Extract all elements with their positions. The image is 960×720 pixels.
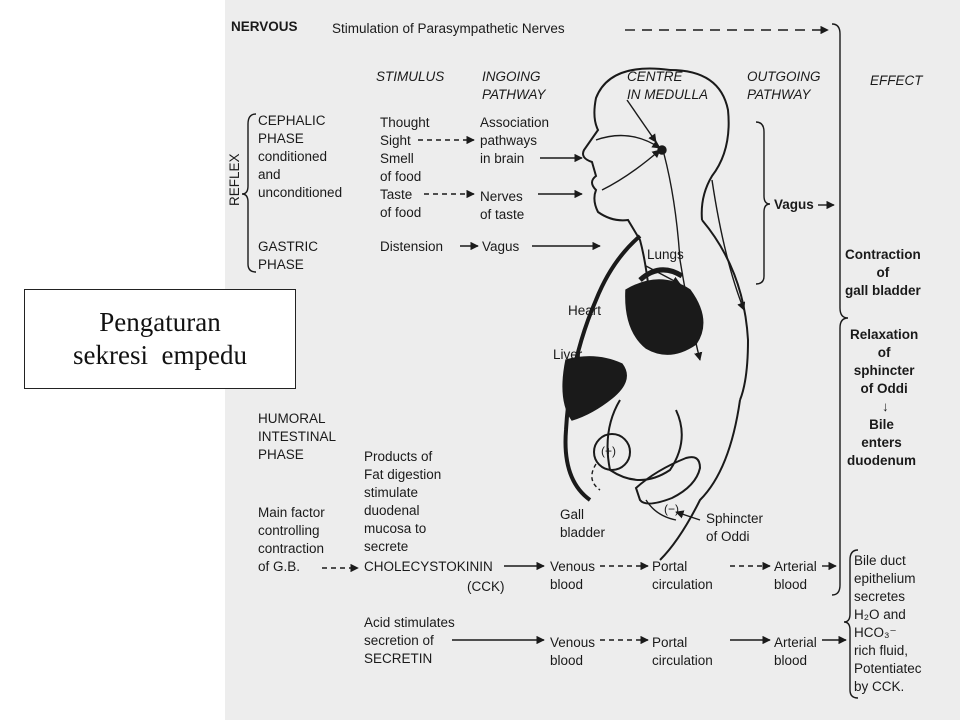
cholecystokinin: CHOLECYSTOKININ: [364, 559, 493, 574]
acid-secretin: Acid stimulates secretion of SECRETIN: [364, 615, 455, 666]
venous-blood-1: Venous blood: [550, 559, 596, 592]
humoral-phase: HUMORAL INTESTINAL PHASE: [258, 411, 337, 462]
parasympathetic-stimulation: Stimulation of Parasympathetic Nerves: [332, 21, 565, 36]
nerves-of-taste: Nerves of taste: [480, 189, 525, 222]
arterial-blood-2: Arterial blood: [774, 635, 817, 668]
outgoing-vagus: Vagus: [774, 197, 814, 212]
cephalic-stimulus: Thought Sight Smell of food Taste of food: [380, 115, 430, 220]
portal-circulation-2: Portal circulation: [652, 635, 713, 668]
gastric-vagus: Vagus: [482, 239, 520, 254]
header-centre: CENTRE IN MEDULLA: [627, 69, 709, 102]
medulla-centre: [658, 146, 666, 154]
effect-bile-enters: Bile enters duodenum: [847, 417, 916, 468]
header-ingoing: INGOING PATHWAY: [482, 69, 546, 102]
reflex-label: REFLEX: [227, 153, 242, 206]
nervous-label: NERVOUS: [231, 19, 298, 34]
nerve-path-brain: [596, 136, 660, 149]
effect-bile-duct: Bile duct epithelium secretes H₂O and HCO₃⁻ rich fluid, Potentiatec by CCK.: [854, 553, 922, 694]
effect-relaxation: Relaxation of sphincter of Oddi: [850, 327, 919, 396]
cephalic-phase: CEPHALIC PHASE conditioned and unconditioned: [258, 113, 343, 200]
association-pathways: Association pathways in brain: [480, 115, 550, 166]
vagus-brace: [756, 122, 770, 284]
plus-sign: (+): [601, 444, 616, 458]
distension-stimulus: Distension: [380, 239, 444, 254]
sphincter-pointer: [676, 512, 700, 520]
main-factor: Main factor controlling contraction of G.B.: [258, 505, 325, 574]
heart-label: Heart: [568, 303, 602, 318]
header-outgoing: OUTGOING PATHWAY: [747, 69, 821, 102]
liver-label: Liver: [553, 347, 583, 362]
cck-abbr: (CCK): [467, 579, 505, 594]
gb-dashed-loop: [592, 464, 600, 490]
gall-bladder-label: Gall bladder: [560, 507, 606, 540]
title-text: Pengaturan sekresi empedu: [73, 307, 247, 370]
liver-shape: [563, 357, 626, 420]
nerve-path-taste: [602, 150, 660, 190]
gastric-phase: GASTRIC PHASE: [258, 239, 319, 272]
heart-shape: [626, 280, 703, 354]
minus-sign: (−): [664, 502, 679, 516]
effect-brace: [832, 24, 848, 595]
header-stimulus: STIMULUS: [376, 69, 445, 84]
portal-circulation-1: Portal circulation: [652, 559, 713, 592]
header-effect: EFFECT: [870, 73, 923, 88]
venous-blood-2: Venous blood: [550, 635, 596, 668]
fat-products: Products of Fat digestion stimulate duodenal mucosa to secrete: [364, 449, 442, 554]
effect-down-arrow: ↓: [882, 399, 889, 414]
effect-contraction: Contraction of gall bladder: [845, 247, 921, 298]
duodenum: [636, 457, 700, 503]
lungs-label: Lungs: [647, 247, 684, 262]
title-box: [24, 289, 296, 389]
arterial-blood-1: Arterial blood: [774, 559, 817, 592]
sphincter-label: Sphincter of Oddi: [706, 511, 764, 544]
reflex-brace: [242, 114, 256, 272]
